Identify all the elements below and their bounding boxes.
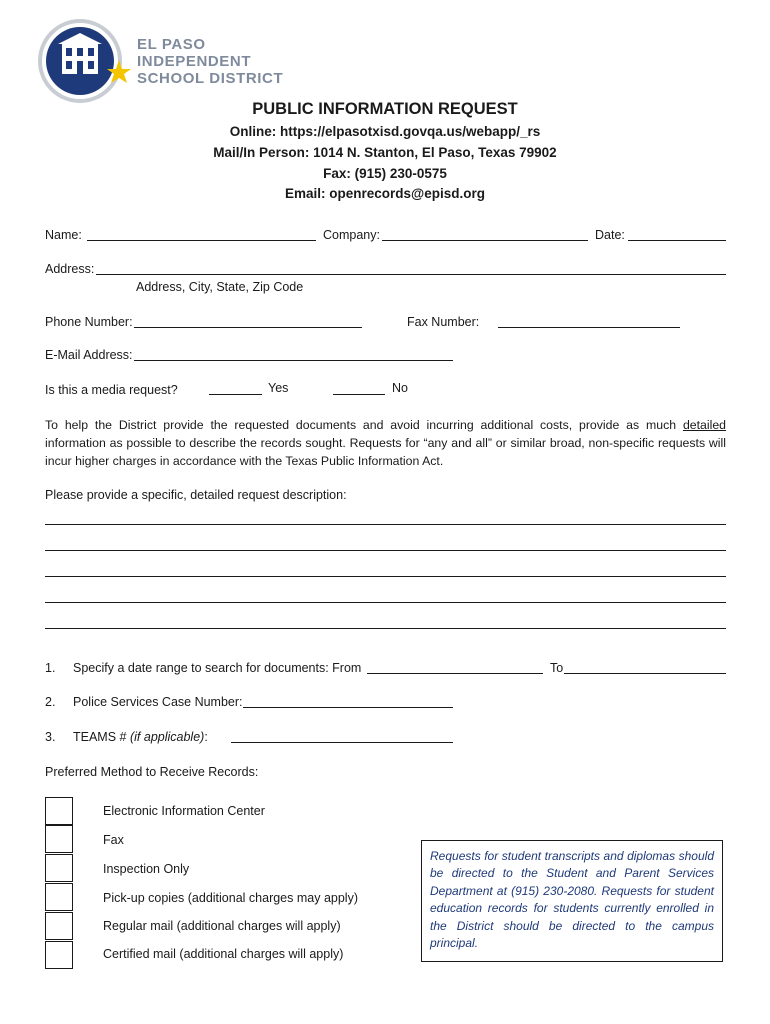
item-3-number: 3. [45, 730, 56, 744]
police-case-label: Police Services Case Number: [73, 695, 243, 709]
date-from-field[interactable] [367, 673, 543, 674]
student-records-note: Requests for student transcripts and diplomas should be directed to the Student and Parent Services Department at (915) 230-2080. Requests for student education records for students currently enrolled in the District should be directed to the campus principal. [421, 840, 723, 962]
request-description-label: Please provide a specific, detailed request description: [45, 488, 347, 502]
mail-address: Mail/In Person: 1014 N. Stanton, El Paso, Texas 79902 [213, 145, 557, 160]
option-fax: Fax [103, 833, 124, 847]
email-field[interactable] [134, 360, 453, 361]
page-title: PUBLIC INFORMATION REQUEST [252, 100, 518, 118]
item-1-number: 1. [45, 661, 56, 675]
date-field[interactable] [628, 240, 726, 241]
district-name-line3: SCHOOL DISTRICT [137, 70, 284, 87]
address-hint: Address, City, State, Zip Code [136, 280, 304, 294]
media-yes-field[interactable] [209, 394, 262, 395]
fax-line: Fax: (915) 230-0575 [323, 166, 447, 181]
date-to-field[interactable] [564, 673, 726, 674]
option-regular-mail: Regular mail (additional charges will apply) [103, 919, 341, 933]
option-electronic: Electronic Information Center [103, 804, 265, 818]
media-yes-label: Yes [268, 381, 289, 395]
email-label: E-Mail Address: [45, 348, 133, 362]
district-name-line1: EL PASO [137, 36, 206, 53]
company-field[interactable] [382, 240, 588, 241]
fax-number-label: Fax Number: [407, 315, 480, 329]
phone-field[interactable] [134, 327, 362, 328]
date-label: Date: [595, 228, 625, 242]
option-pickup: Pick-up copies (additional charges may apply) [103, 891, 358, 905]
media-no-field[interactable] [333, 394, 385, 395]
checkbox-regular-mail[interactable] [45, 912, 73, 940]
police-case-field[interactable] [243, 707, 453, 708]
name-label: Name: [45, 228, 82, 242]
item-2-number: 2. [45, 695, 56, 709]
address-label: Address: [45, 262, 95, 276]
description-line[interactable] [45, 524, 726, 525]
media-request-label: Is this a media request? [45, 383, 178, 397]
name-field[interactable] [87, 240, 316, 241]
date-to-label: To [550, 661, 564, 675]
checkbox-pickup[interactable] [45, 883, 73, 911]
district-name-line2: INDEPENDENT [137, 53, 252, 70]
teams-field[interactable] [231, 742, 453, 743]
fax-number-field[interactable] [498, 327, 680, 328]
address-field[interactable] [96, 274, 726, 275]
checkbox-fax[interactable] [45, 825, 73, 853]
online-url: Online: https://elpasotxisd.govqa.us/webapp/_rs [229, 124, 541, 139]
description-line[interactable] [45, 628, 726, 629]
checkbox-certified-mail[interactable] [45, 941, 73, 969]
media-no-label: No [392, 381, 408, 395]
phone-label: Phone Number: [45, 315, 133, 329]
description-line[interactable] [45, 550, 726, 551]
description-line[interactable] [45, 602, 726, 603]
company-label: Company: [323, 228, 380, 242]
checkbox-inspection[interactable] [45, 854, 73, 882]
checkbox-electronic[interactable] [45, 797, 73, 825]
teams-label: TEAMS # (if applicable): [73, 730, 208, 744]
district-seal-logo [36, 18, 132, 104]
option-certified-mail: Certified mail (additional charges will apply) [103, 947, 344, 961]
email-line: Email: openrecords@episd.org [285, 186, 485, 201]
instructions-paragraph: To help the District provide the requested documents and avoid incurring additional costs, provide as much detailed information as possible to describe the records sought. Requests for “any and all” or similar broad, non-specific requests will incur higher charges in accordance with the Texas Public Information Act. [45, 418, 727, 468]
description-line[interactable] [45, 576, 726, 577]
preferred-method-heading: Preferred Method to Receive Records: [45, 765, 259, 779]
date-range-label: Specify a date range to search for documents: From [73, 661, 362, 675]
option-inspection: Inspection Only [103, 862, 190, 876]
